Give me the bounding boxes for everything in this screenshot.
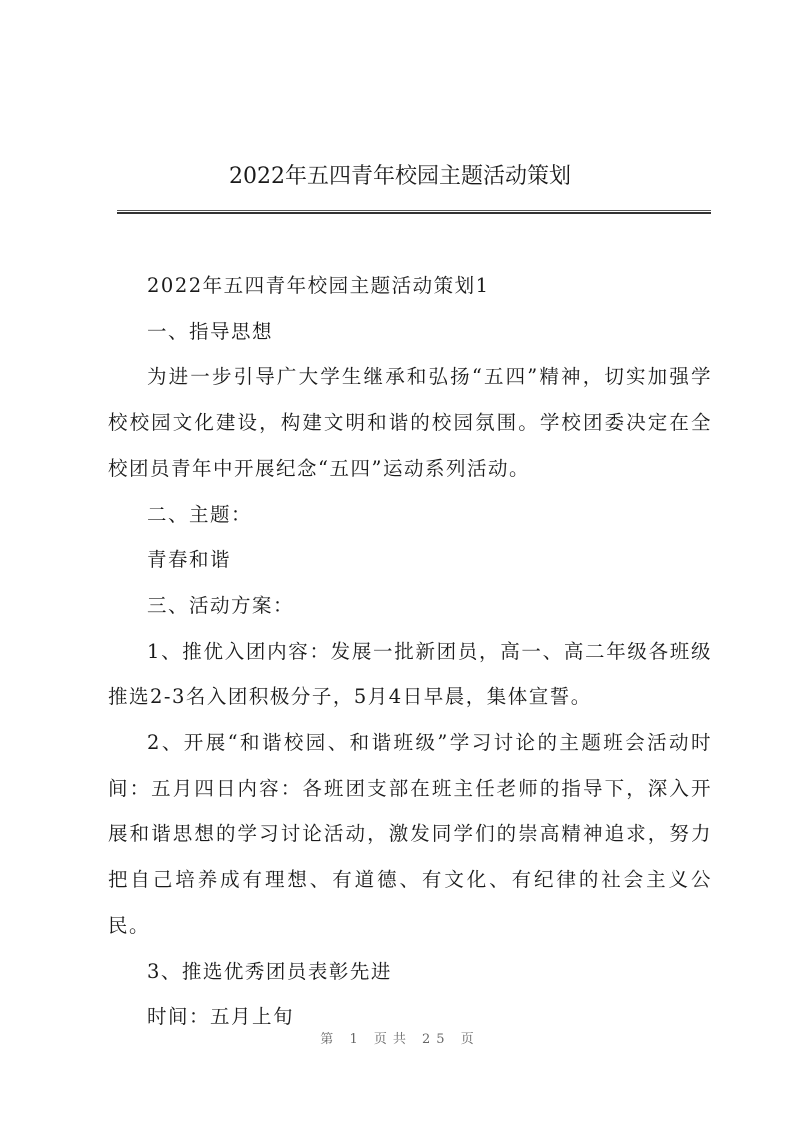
- paragraph: 1、推优入团内容：发展一批新团员，高一、高二年级各班级推选2-3名入团积极分子，5月4日早晨，集体宣誓。: [108, 639, 712, 709]
- footer-prefix: 第: [320, 1032, 340, 1047]
- paragraph: 为进一步引导广大学生继承和弘扬“五四”精神，切实加强学校校园文化建设，构建文明和谐的校园氛围。学校团委决定在全校团员青年中开展纪念“五四”运动系列活动。: [108, 365, 712, 480]
- footer-middle: 页共: [373, 1032, 412, 1047]
- page-footer: [0, 1031, 800, 1049]
- document-body: [108, 263, 712, 1040]
- paragraph: 2、开展“和谐校园、和谐班级”学习讨论的主题班会活动时间：五月四日内容：各班团支部在班主任老师的指导下，深入开展和谐思想的学习讨论活动，激发同学们的崇高精神追求，努力把自己培养成有理想、有道德、有文化、有纪律的社会主义公民。: [108, 731, 712, 937]
- total-page-count: 25: [422, 1032, 451, 1047]
- current-page-number: 1: [349, 1032, 364, 1047]
- section-heading: 三、活动方案：: [147, 593, 295, 617]
- footer-suffix: 页: [460, 1032, 480, 1047]
- title-divider: [117, 210, 711, 214]
- section-heading: 一、指导思想: [147, 319, 274, 343]
- paragraph: 时间：五月上旬: [147, 1005, 295, 1029]
- section-heading: 2022年五四青年校园主题活动策划1: [147, 274, 490, 297]
- document-title: 2022年五四青年校园主题活动策划: [229, 164, 571, 189]
- section-heading: 二、主题：: [147, 502, 253, 526]
- paragraph: 青春和谐: [147, 548, 232, 572]
- paragraph: 3、推选优秀团员表彰先进: [147, 959, 392, 983]
